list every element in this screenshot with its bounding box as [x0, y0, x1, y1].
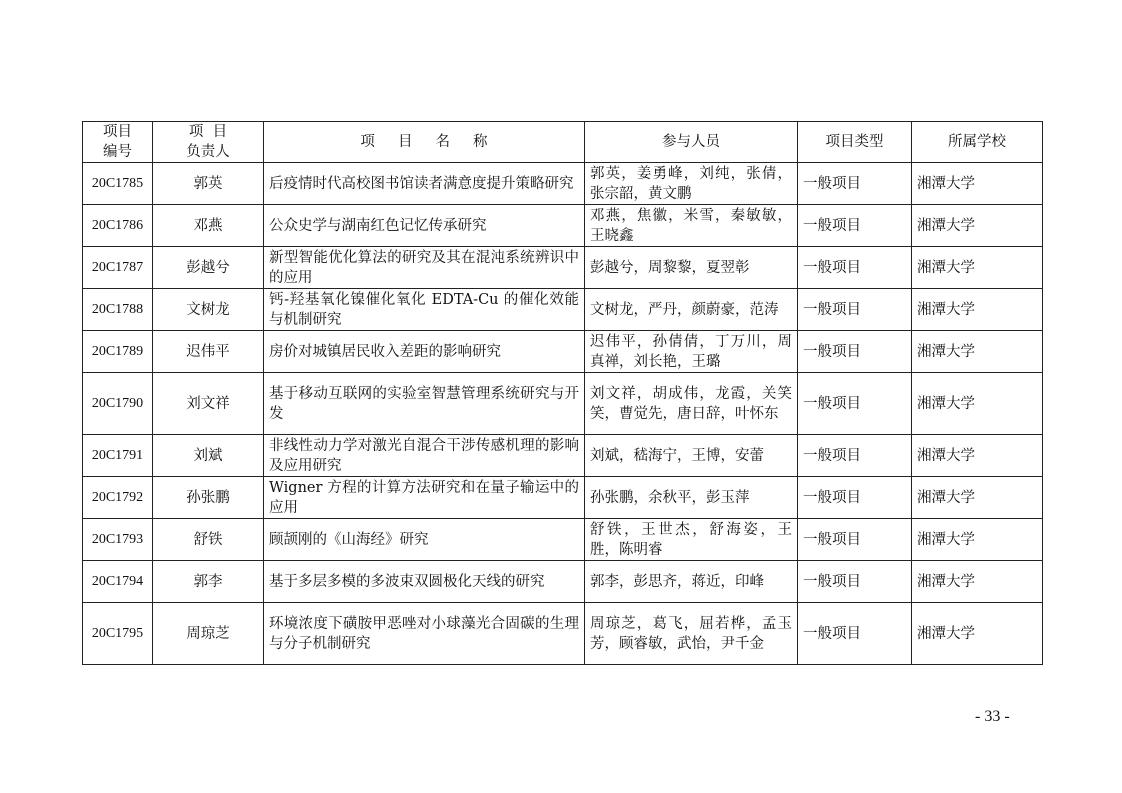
project-id: 20C1786 — [83, 205, 153, 247]
page-number: - 33 - — [975, 708, 1010, 725]
project-name: Wigner 方程的计算方法研究和在量子输运中的应用 — [264, 477, 585, 519]
project-name: 基于多层多模的多波束双圆极化天线的研究 — [264, 561, 585, 603]
school: 湘潭大学 — [912, 477, 1043, 519]
project-id: 20C1790 — [83, 373, 153, 435]
table-row — [83, 289, 1043, 331]
project-lead: 刘文祥 — [153, 373, 264, 435]
project-type: 一般项目 — [798, 289, 912, 331]
project-name: 新型智能优化算法的研究及其在混沌系统辨识中的应用 — [264, 247, 585, 289]
table-row — [83, 435, 1043, 477]
header-project-id — [83, 122, 153, 163]
project-type: 一般项目 — [798, 519, 912, 561]
project-id: 20C1793 — [83, 519, 153, 561]
project-members: 刘文祥，胡成伟，龙霞，关笑笑，曹觉先，唐日辞，叶怀东 — [585, 373, 798, 435]
table-row — [83, 247, 1043, 289]
project-lead: 彭越兮 — [153, 247, 264, 289]
header-project-lead-line2: 负责人 — [186, 144, 230, 160]
project-id: 20C1789 — [83, 331, 153, 373]
project-lead: 邓燕 — [153, 205, 264, 247]
project-id: 20C1792 — [83, 477, 153, 519]
project-members: 郭李，彭思齐，蒋近，印峰 — [585, 561, 798, 603]
project-members: 舒铁，王世杰，舒海姿，王胜，陈明睿 — [585, 519, 798, 561]
table-row — [83, 163, 1043, 205]
header-members: 参与人员 — [585, 122, 798, 163]
project-name: 公众史学与湖南红色记忆传承研究 — [264, 205, 585, 247]
project-table — [82, 121, 1043, 665]
project-members: 郭英，姜勇峰，刘纯，张倩，张宗韶，黄文鹏 — [585, 163, 798, 205]
project-members: 彭越兮，周黎黎，夏翌彰 — [585, 247, 798, 289]
header-project-name: 项 目 名 称 — [264, 122, 585, 163]
project-id: 20C1791 — [83, 435, 153, 477]
table-row — [83, 205, 1043, 247]
school: 湘潭大学 — [912, 247, 1043, 289]
school: 湘潭大学 — [912, 435, 1043, 477]
project-name: 顾颉刚的《山海经》研究 — [264, 519, 585, 561]
project-lead: 孙张鹏 — [153, 477, 264, 519]
project-members: 迟伟平，孙倩倩，丁万川，周真禅，刘长艳，王璐 — [585, 331, 798, 373]
table-row — [83, 603, 1043, 665]
project-lead: 郭英 — [153, 163, 264, 205]
school: 湘潭大学 — [912, 289, 1043, 331]
project-type: 一般项目 — [798, 205, 912, 247]
school: 湘潭大学 — [912, 163, 1043, 205]
project-type: 一般项目 — [798, 435, 912, 477]
project-lead: 周琼芝 — [153, 603, 264, 665]
school: 湘潭大学 — [912, 519, 1043, 561]
project-lead: 迟伟平 — [153, 331, 264, 373]
project-lead: 郭李 — [153, 561, 264, 603]
project-members: 周琼芝，葛飞，屈若桦，孟玉芳，顾睿敏，武怡，尹千金 — [585, 603, 798, 665]
table-row — [83, 373, 1043, 435]
project-type: 一般项目 — [798, 247, 912, 289]
table-row — [83, 561, 1043, 603]
project-name: 基于移动互联网的实验室智慧管理系统研究与开发 — [264, 373, 585, 435]
school: 湘潭大学 — [912, 603, 1043, 665]
project-id: 20C1785 — [83, 163, 153, 205]
project-type: 一般项目 — [798, 603, 912, 665]
table-row — [83, 519, 1043, 561]
project-id: 20C1794 — [83, 561, 153, 603]
header-project-id-line2: 编号 — [103, 144, 132, 160]
project-name: 环境浓度下磺胺甲恶唑对小球藻光合固碳的生理与分子机制研究 — [264, 603, 585, 665]
school: 湘潭大学 — [912, 205, 1043, 247]
project-name: 钙-羟基氧化镍催化氧化 EDTA-Cu 的催化效能与机制研究 — [264, 289, 585, 331]
header-project-lead — [153, 122, 264, 163]
project-members: 文树龙，严丹，颜蔚豪，范涛 — [585, 289, 798, 331]
project-name: 后疫情时代高校图书馆读者满意度提升策略研究 — [264, 163, 585, 205]
header-project-lead-line1: 项 目 — [188, 124, 228, 140]
table-row — [83, 477, 1043, 519]
project-type: 一般项目 — [798, 331, 912, 373]
project-lead: 刘斌 — [153, 435, 264, 477]
project-members: 孙张鹏，余秋平，彭玉萍 — [585, 477, 798, 519]
school: 湘潭大学 — [912, 561, 1043, 603]
project-name: 非线性动力学对激光自混合干涉传感机理的影响及应用研究 — [264, 435, 585, 477]
school: 湘潭大学 — [912, 373, 1043, 435]
project-lead: 文树龙 — [153, 289, 264, 331]
project-type: 一般项目 — [798, 561, 912, 603]
header-project-id-line1: 项目 — [103, 124, 132, 140]
header-project-type: 项目类型 — [798, 122, 912, 163]
project-id: 20C1795 — [83, 603, 153, 665]
project-type: 一般项目 — [798, 163, 912, 205]
school: 湘潭大学 — [912, 331, 1043, 373]
project-lead: 舒铁 — [153, 519, 264, 561]
header-school: 所属学校 — [912, 122, 1043, 163]
project-id: 20C1787 — [83, 247, 153, 289]
project-type: 一般项目 — [798, 477, 912, 519]
table-row — [83, 331, 1043, 373]
project-name: 房价对城镇居民收入差距的影响研究 — [264, 331, 585, 373]
project-members: 邓燕，焦徽，米雪，秦敏敏，王晓鑫 — [585, 205, 798, 247]
project-members: 刘斌，嵇海宁，王博，安蕾 — [585, 435, 798, 477]
header-row — [83, 122, 1043, 163]
project-id: 20C1788 — [83, 289, 153, 331]
project-type: 一般项目 — [798, 373, 912, 435]
